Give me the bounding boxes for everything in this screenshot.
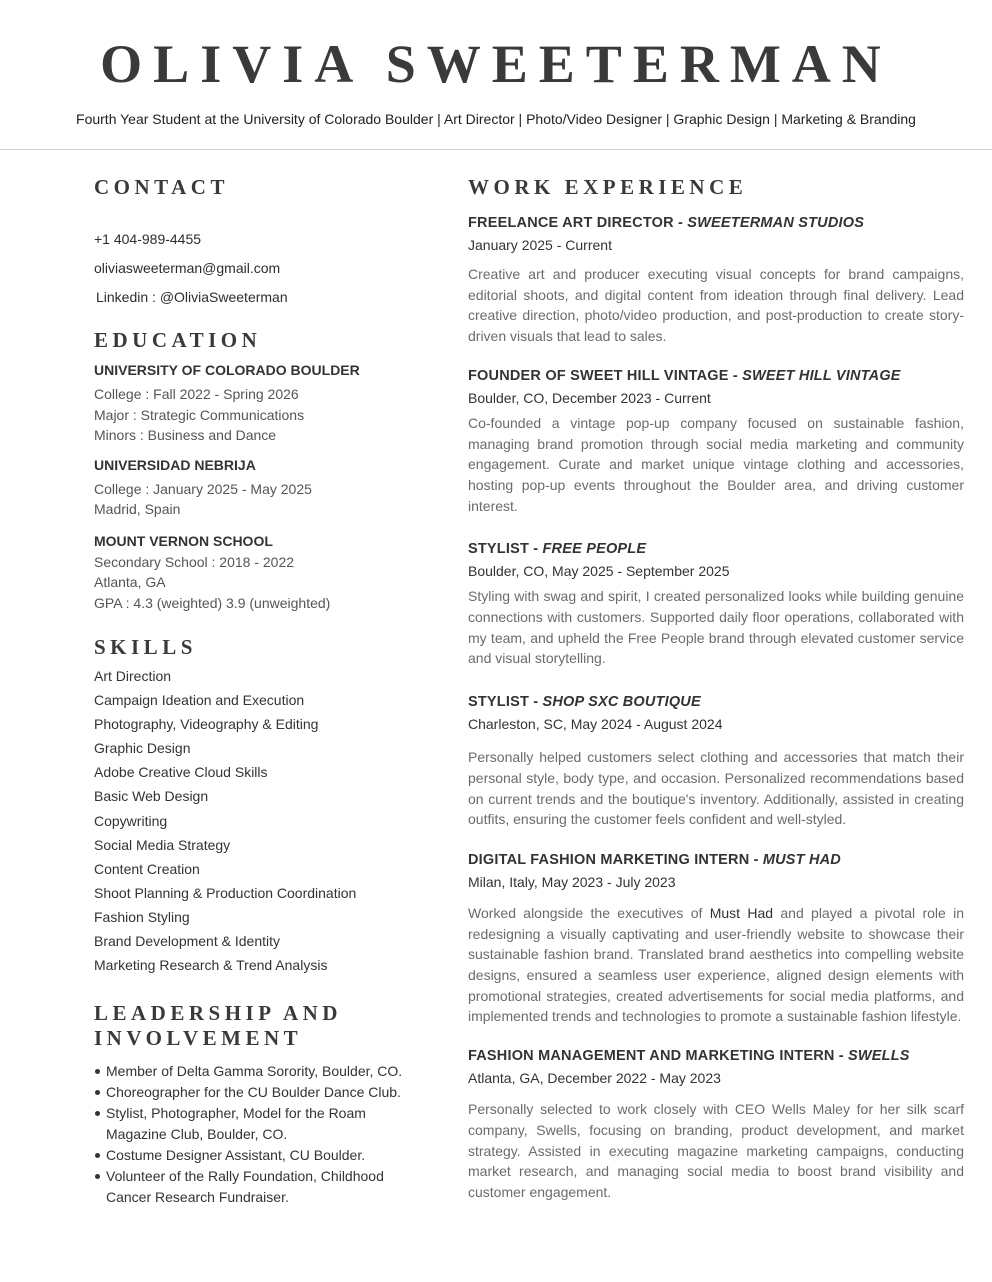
job-role: FREELANCE ART DIRECTOR - — [468, 215, 688, 231]
skill-item: Content Creation — [94, 860, 200, 877]
right-column — [468, 175, 964, 1203]
job-role: FOUNDER OF SWEET HILL VINTAGE - — [468, 367, 743, 384]
job-role: FASHION MANAGEMENT AND MARKETING INTERN - — [468, 1048, 849, 1065]
candidate-name: OLIVIA SWEETERMAN — [100, 34, 892, 94]
job-meta: January 2025 - Current — [468, 237, 612, 253]
skills-heading: SKILLS — [94, 635, 197, 659]
job-entry — [468, 851, 964, 1027]
job-meta: Atlanta, GA, December 2022 - May 2023 — [468, 1070, 721, 1087]
skill-item: Social Media Strategy — [94, 836, 231, 853]
job-company: SWELLS — [848, 1048, 910, 1065]
education-list — [94, 361, 424, 613]
job-title — [468, 1047, 964, 1065]
contact-phone[interactable]: +1 404-989-4455 — [94, 231, 202, 247]
header-divider — [0, 149, 992, 150]
headline-tagline: Fourth Year Student at the University of Colorado Boulder | Art Director | Photo/Video Designer | Graphic Design | Marketing & Branding — [76, 111, 916, 127]
job-company: SWEET HILL VINTAGE — [742, 367, 901, 384]
job-company: SWEETERMAN STUDIOS — [687, 215, 865, 231]
school-detail: College : January 2025 - May 2025 — [94, 480, 312, 497]
job-meta: Charleston, SC, May 2024 - August 2024 — [468, 716, 723, 733]
job-meta: Milan, Italy, May 2023 - July 2023 — [468, 873, 676, 890]
job-role: DIGITAL FASHION MARKETING INTERN - — [468, 851, 763, 868]
job-role: STYLIST - — [468, 694, 543, 711]
contact-list — [94, 230, 424, 306]
job-description: Styling with swag and spirit, I created personalized looks while building genuine connections with customers. Supported daily floor operations, collaborated with my team, and upheld the Free People brand through elevated customer service and visual storytelling. — [468, 588, 964, 667]
experience-heading: WORK EXPERIENCE — [468, 175, 748, 199]
skill-item: Photography, Videography & Editing — [94, 716, 319, 733]
job-company: FREE PEOPLE — [542, 541, 647, 558]
leadership-heading-line2: INVOLVEMENT — [94, 1026, 303, 1051]
job-entry — [468, 1047, 964, 1203]
school-name: UNIVERSIDAD NEBRIJA — [94, 456, 256, 473]
job-title — [468, 693, 964, 711]
skill-item: Basic Web Design — [94, 788, 209, 805]
job-description-text: and played a pivotal role in redesigning a visually captivating and user-friendly website to showcase their sustainable fashion brand. Translated brand aesthetics into compelling website designs, ensured a seamless user experience, aligned design elements with promotional strategies, created advertisements for social media platforms, and implemented trends and technologies to promote a sustainable fashion lifestyle. — [468, 904, 964, 1025]
skill-item: Fashion Styling — [94, 908, 190, 925]
school-detail: College : Fall 2022 - Spring 2026 — [94, 386, 299, 402]
skill-item: Graphic Design — [94, 740, 191, 757]
education-entry — [94, 361, 424, 446]
skills-list — [94, 664, 424, 977]
job-meta: Boulder, CO, December 2023 - Current — [468, 389, 711, 406]
school-detail: Major : Strategic Communications — [94, 406, 305, 423]
leadership-item: Volunteer of the Rally Foundation, Childhood Cancer Research Fundraiser. — [106, 1166, 421, 1208]
job-description: Creative art and producer executing visual concepts for brand campaigns, editorial shoots, and digital content from ideation through final delivery. Lead creative direction, photo/video production, and post-production to create story-driven visuals that lead to sales. — [468, 266, 964, 345]
leadership-item: Member of Delta Gamma Sorority, Boulder, CO. — [106, 1061, 421, 1082]
job-company: MUST HAD — [762, 851, 841, 868]
leadership-list — [94, 1061, 421, 1208]
school-detail: Madrid, Spain — [94, 501, 181, 517]
job-role: STYLIST - — [468, 541, 543, 558]
contact-linkedin[interactable]: Linkedin : @OliviaSweeterman — [96, 289, 288, 305]
job-entry — [468, 540, 964, 669]
leadership-item: Choreographer for the CU Boulder Dance Club. — [106, 1082, 421, 1103]
job-description: Personally selected to work closely with CEO Wells Maley for her silk scarf company, Swells, focusing on branding, product development, and market strategy. Assisted in executing magazine marketing campaigns, conducting market research, and managing social media to boost brand visibility and customer engagement. — [468, 1101, 964, 1200]
job-entry — [468, 367, 964, 517]
school-name: MOUNT VERNON SCHOOL — [94, 532, 273, 549]
job-title — [468, 540, 964, 558]
school-detail: Atlanta, GA — [94, 574, 166, 590]
job-description — [468, 903, 964, 1027]
job-meta: Boulder, CO, May 2025 - September 2025 — [468, 563, 730, 580]
job-description: Personally helped customers select clothing and accessories that match their personal style, body type, and occasion. Personalized recommendations based on current trends and the boutique's inventory. Additionally, assisted in creating outfits, ensuring the customer feels confident and well-styled. — [468, 749, 964, 828]
job-title — [468, 214, 964, 232]
school-detail: Minors : Business and Dance — [94, 427, 277, 443]
leadership-heading — [94, 1001, 424, 1051]
skill-item: Marketing Research & Trend Analysis — [94, 957, 328, 974]
leadership-heading-line1: LEADERSHIP AND — [94, 1001, 342, 1026]
contact-heading: CONTACT — [94, 175, 229, 199]
leadership-item: Costume Designer Assistant, CU Boulder. — [106, 1145, 421, 1166]
job-description-text: Worked alongside the executives of — [468, 904, 710, 921]
skill-item: Campaign Ideation and Execution — [94, 692, 305, 709]
company-mention: Must Had — [709, 904, 774, 921]
school-detail: GPA : 4.3 (weighted) 3.9 (unweighted) — [94, 594, 331, 611]
education-entry — [94, 456, 424, 520]
school-detail: Secondary School : 2018 - 2022 — [94, 553, 295, 570]
contact-email[interactable]: oliviasweeterman@gmail.com — [94, 260, 281, 276]
job-title — [468, 851, 964, 869]
job-company: SHOP SXC BOUTIQUE — [542, 694, 701, 711]
job-entry — [468, 693, 964, 830]
job-entry — [468, 214, 964, 347]
skill-item: Adobe Creative Cloud Skills — [94, 764, 268, 781]
job-description: Co-founded a vintage pop-up company focused on sustainable fashion, managing brand promotion through social media marketing and community engagement. Curate and market unique vintage clothing and accessories, hosting pop-up events throughout the Boulder area, and driving customer interest. — [468, 414, 964, 514]
skill-item: Shoot Planning & Production Coordination — [94, 884, 357, 901]
education-entry — [94, 532, 424, 614]
left-column — [94, 175, 424, 1208]
skill-item: Art Direction — [94, 668, 172, 684]
leadership-item: Stylist, Photographer, Model for the Roam Magazine Club, Boulder, CO. — [106, 1103, 421, 1145]
education-heading: EDUCATION — [94, 328, 262, 352]
skill-item: Brand Development & Identity — [94, 933, 280, 950]
school-name: UNIVERSITY OF COLORADO BOULDER — [94, 362, 360, 378]
skill-item: Copywriting — [94, 812, 168, 829]
job-title — [468, 367, 964, 385]
